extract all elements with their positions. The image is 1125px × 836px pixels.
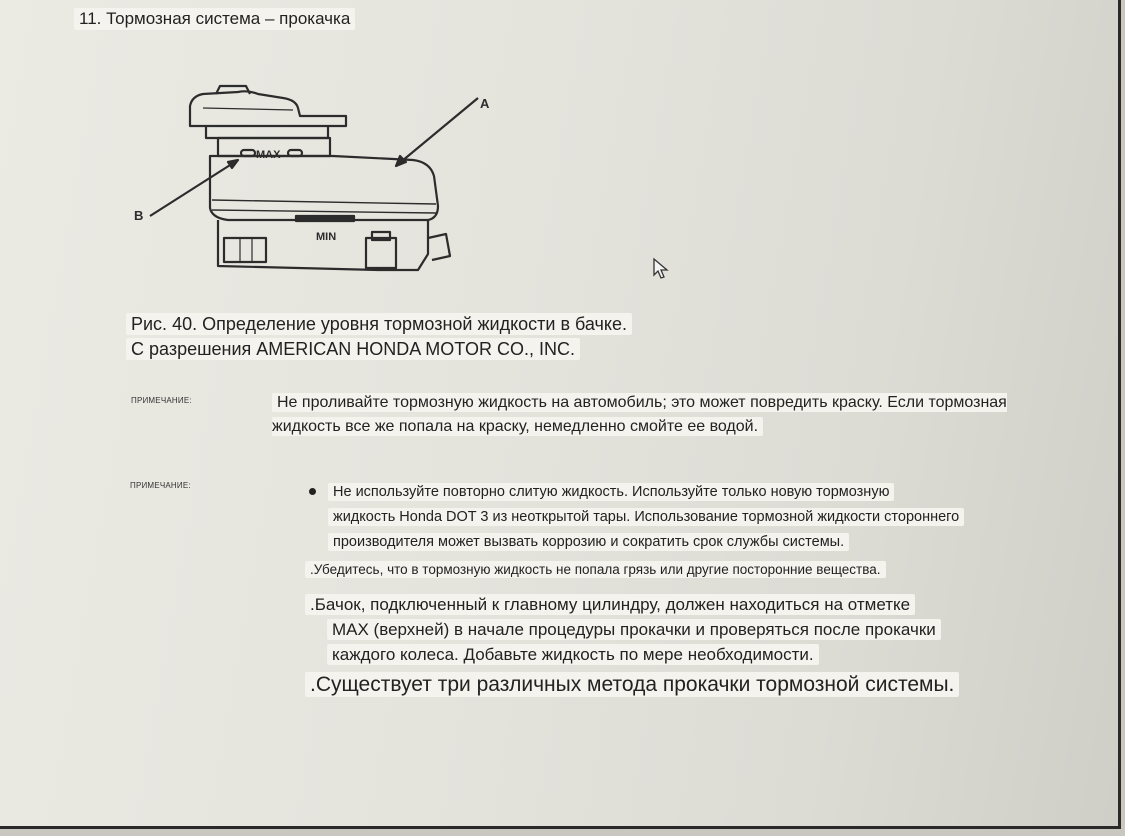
note-2-paragraph-1: [305, 562, 1005, 577]
note-label-2: ПРИМЕЧАНИЕ:: [130, 481, 191, 490]
paragraph-2-line-1: .Бачок, подключенный к главному цилиндру, должен находиться на отметке: [305, 594, 915, 615]
note-2-bullet: [328, 480, 1018, 555]
caption-line-1: Рис. 40. Определение уровня тормозной жидкости в бачке.: [126, 313, 632, 335]
note-1-text: [272, 391, 1032, 439]
min-label: MIN: [316, 231, 337, 243]
paragraph-1-text: .Убедитесь, что в тормозную жидкость не попала грязь или другие посторонние вещества.: [305, 561, 886, 578]
paragraph-3-text: .Существует три различных метода прокачки тормозной системы.: [305, 672, 959, 697]
figure-caption: [126, 312, 632, 362]
label-a: A: [480, 96, 490, 111]
note-label-1: ПРИМЕЧАНИЕ:: [131, 396, 192, 405]
note-1-body: Не проливайте тормозную жидкость на автомобиль; это может повредить краску. Если тормозная жидкость все же попала на краску, немедленно смойте ее водой.: [272, 394, 1007, 435]
brake-reservoir-figure: [128, 88, 490, 298]
mouse-cursor-icon: [653, 258, 669, 280]
label-b: B: [134, 208, 144, 223]
bullet-line-3: производителя может вызвать коррозию и сократить срок службы системы.: [328, 533, 849, 551]
section-title: 11. Тормозная система – прокачка: [74, 8, 355, 30]
paragraph-2-line-3: каждого колеса. Добавьте жидкость по мере необходимости.: [327, 644, 819, 665]
bullet-line-1: Не используйте повторно слитую жидкость. Используйте только новую тормозную: [328, 483, 894, 501]
paragraph-2-line-2: MAX (верхней) в начале процедуры прокачки и проверяться после прокачки: [327, 619, 941, 640]
bullet-icon: [309, 488, 316, 495]
bullet-line-2: жидкость Honda DOT 3 из неоткрытой тары. Использование тормозной жидкости стороннего: [328, 508, 964, 526]
note-2-paragraph-3: [305, 673, 1065, 697]
max-label: MAX: [256, 149, 281, 161]
caption-line-2: С разрешения AMERICAN HONDA MOTOR CO., INC.: [126, 338, 580, 360]
note-2-paragraph-2: [305, 592, 1065, 667]
